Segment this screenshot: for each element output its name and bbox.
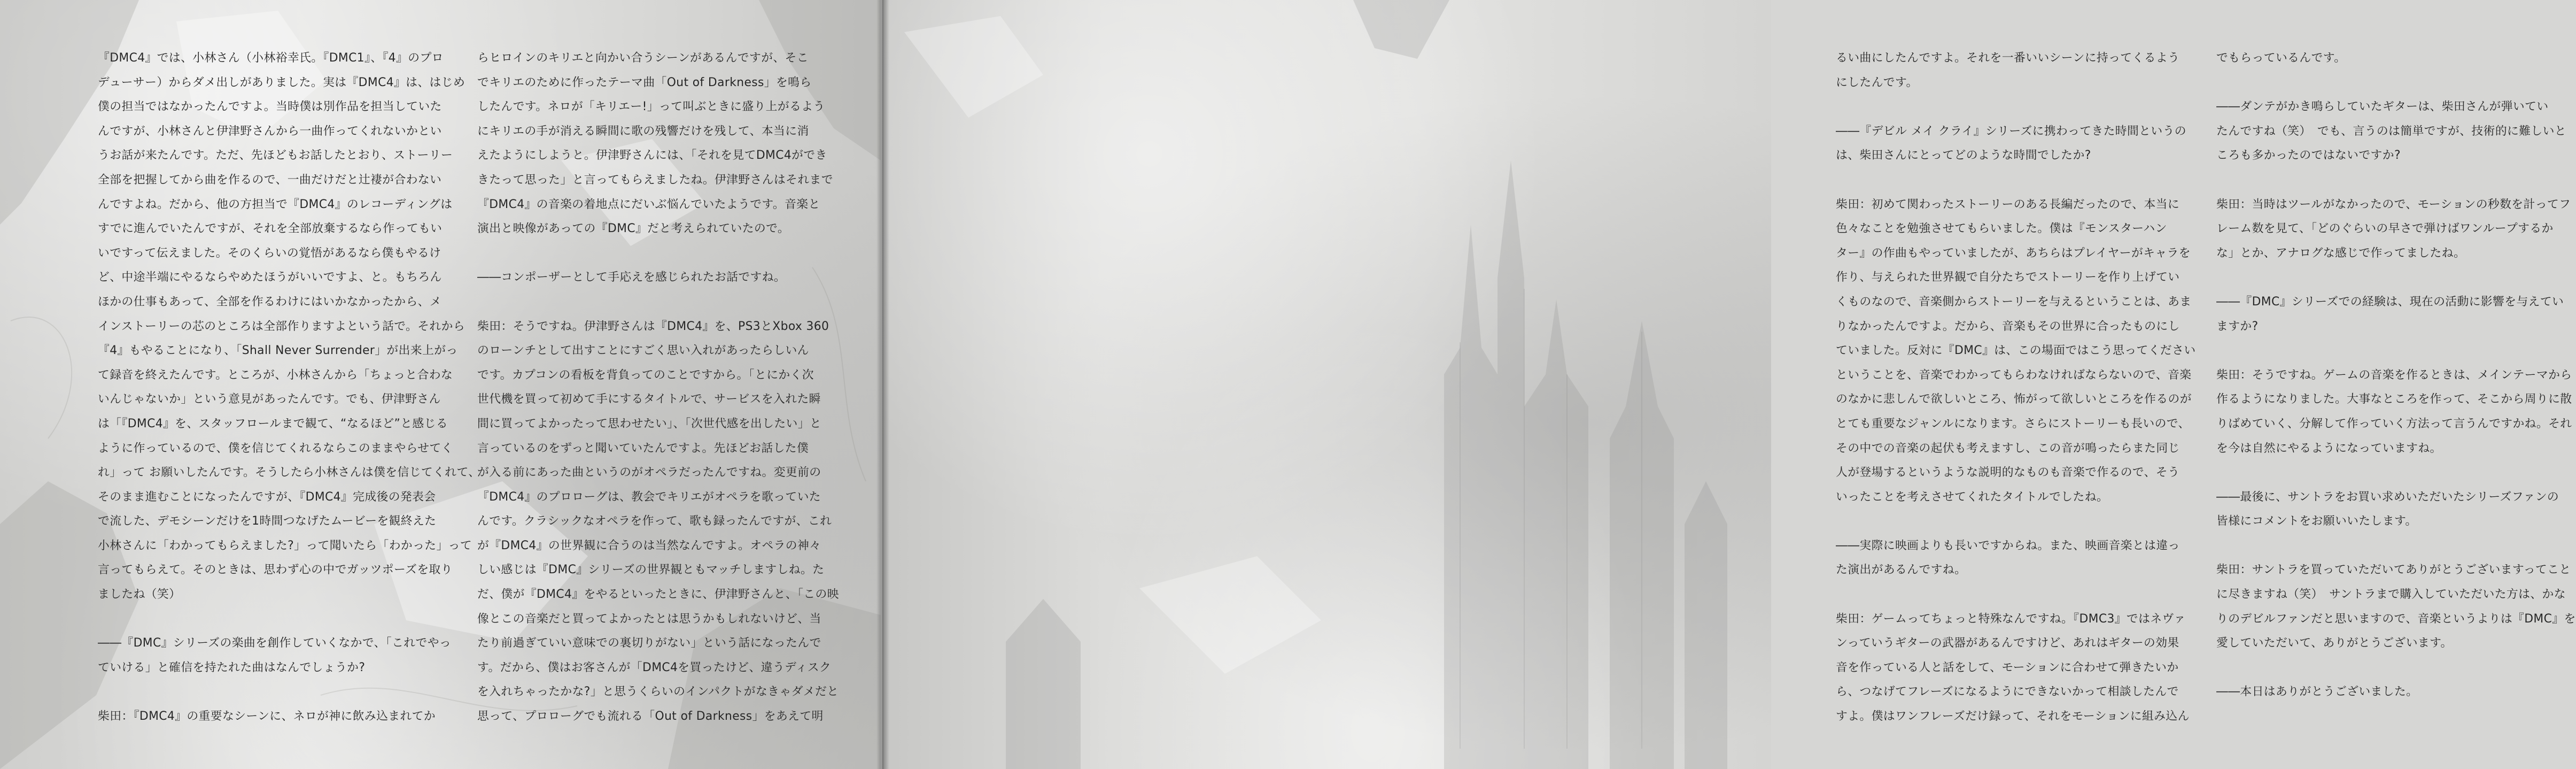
- text-line: 演出と映像があっての『DMC』だと考えられていたので。: [477, 222, 790, 236]
- text-line: 『4』もやることになり、「Shall Never Surrender」が出来上がっ: [98, 344, 458, 358]
- text-line: そのまま進むことになったんですが、『DMC4』完成後の発表会: [98, 490, 436, 504]
- text-line: ていける」と確信を持たれた曲はなんでしょうか?: [98, 660, 366, 674]
- text-line: ――ダンテがかき鳴らしていたギターは、柴田さんが弾いてい: [2216, 100, 2549, 114]
- text-column-2: [477, 46, 839, 729]
- text-column-3: [1836, 46, 2196, 729]
- text-line: 言ってもらえて。そのときは、思わず心の中でガッツポーズを取り: [98, 563, 453, 577]
- text-line: でキリエのために作ったテーマ曲「Out of Darkness」を鳴ら: [477, 75, 812, 89]
- text-line: を今は自然にやるようになっていますね。: [2216, 441, 2442, 455]
- text-line: 皆様にコメントをお願いいたします。: [2216, 514, 2417, 528]
- text-line: た演出があるんですね。: [1836, 563, 1967, 577]
- paragraph-break: [2216, 656, 2558, 680]
- text-line: 音を作っている人と話をして、モーションに合わせて弾きたいか: [1836, 660, 2179, 674]
- text-line: 柴田：そうですね。伊津野さんは『DMC4』を、PS3とXbox 360: [477, 319, 829, 333]
- text-line: しい感じは『DMC』シリーズの世界観ともマッチしますしね。た: [477, 563, 825, 577]
- paragraph-break: [1836, 582, 2178, 607]
- paragraph-break: [477, 241, 819, 266]
- text-line: ど、中途半端にやるならやめたほうがいいですよ、と。もちろん: [98, 271, 442, 284]
- text-line: 人が登場するというような説明的なものも音楽で作るので、そう: [1836, 466, 2180, 480]
- text-line: ましたね（笑）: [98, 588, 181, 602]
- text-line: 柴田：初めて関わったストーリーのある長編だったので、本当に: [1836, 197, 2180, 211]
- text-line: は、柴田さんにとってどのような時間でしたか?: [1836, 149, 2091, 163]
- text-line: 『DMC4』では、小林さん（小林裕幸氏。『DMC1』、『4』のプロ: [98, 51, 444, 65]
- text-line: きたって思った」と言ってもらえましたね。伊津野さんはそれまで: [477, 173, 833, 187]
- text-line: が入る前にあった曲というのがオペラだったんですね。変更前の: [477, 466, 821, 480]
- text-line: ら、つなげてフレーズになるようにできないかって相談したんで: [1836, 685, 2179, 699]
- text-line: いですって伝えました。そのくらいの覚悟があるなら僕もやるけ: [98, 246, 441, 260]
- text-line: 作るようになりました。大事なところを作って、そこから周りに散: [2216, 393, 2572, 406]
- text-line: るい曲にしたんですよ。それを一番いいシーンに持ってくるよう: [1836, 51, 2180, 65]
- text-line: ター』の作曲もやっていましたが、あちらはプレイヤーがキャラを: [1836, 246, 2191, 260]
- text-line: すよ。僕はワンフレーズだけ録って、それをモーションに組み込ん: [1836, 710, 2190, 724]
- text-line: 柴田：『DMC4』の重要なシーンに、ネロが神に飲み込まれてか: [98, 710, 436, 724]
- paragraph-break: [1836, 509, 2178, 534]
- text-line: ――『DMC』シリーズの楽曲を創作していくなかで、「これでやっ: [98, 636, 452, 650]
- text-line: くものなので、音楽側からストーリーを与えるということは、あま: [1836, 295, 2192, 309]
- text-line: れ」って お願いしたんです。そうしたら小林さんは僕を信じてくれて、: [98, 466, 480, 480]
- text-column-4: [2216, 46, 2576, 704]
- text-line: です。カプコンの看板を背負ってのことですから。「とにかく次: [477, 368, 814, 382]
- text-column-1: [98, 46, 480, 729]
- text-line: 像とこの音楽だと買ってよかったとは思うかもしれないけど、当: [477, 612, 821, 626]
- text-line: 小林さんに「わかってもらえました?」って聞いたら「わかった」って: [98, 539, 472, 552]
- paragraph-break: [2216, 534, 2558, 558]
- text-line: でもらっているんです。: [2216, 51, 2346, 65]
- text-line: ――『デビル メイ クライ』シリーズに携わってきた時間というの: [1836, 124, 2186, 138]
- paragraph-break: [98, 607, 440, 632]
- text-line: ――『DMC』シリーズでの経験は、現在の活動に影響を与えてい: [2216, 295, 2564, 309]
- paragraph-break: [2216, 168, 2558, 193]
- text-line: 言っているのをずっと聞いていたんですよ。先ほどお話した僕: [477, 441, 809, 455]
- text-line: したんです。ネロが「キリエー!」って叫ぶときに盛り上がるよう: [477, 100, 825, 114]
- paragraph-break: [1836, 95, 2178, 119]
- text-line: 柴田：ゲームってちょっと特殊なんですね。『DMC3』ではネヴァ: [1836, 612, 2186, 626]
- text-line: 柴田：そうですね。ゲームの音楽を作るときは、メインテーマから: [2216, 368, 2572, 382]
- text-line: ンっていうギターの武器があるんですけど、あれはギターの効果: [1836, 636, 2179, 650]
- text-line: を入れちゃったかな?」と思うくらいのインパクトがなきゃダメだと: [477, 685, 839, 699]
- text-line: ように作っているので、僕を信じてくれるならこのままやらせてく: [98, 441, 453, 455]
- text-line: すでに進んでいたんですが、それを全部放棄するなら作ってもい: [98, 222, 443, 236]
- text-line: が『DMC4』の世界観に合うのは当然なんですよ。オペラの神々: [477, 539, 821, 552]
- text-line: 思って、プロローグでも流れる「Out of Darkness」をあえて明: [477, 710, 824, 724]
- right-page: [883, 0, 2576, 769]
- text-line: だ、僕が『DMC4』をやるといったときに、伊津野さんと、「この映: [477, 588, 839, 602]
- text-line: たんですね（笑） でも、言うのは簡単ですが、技術的に難しいと: [2216, 124, 2567, 138]
- text-line: は「『DMC4』を、スタッフロールまで観て、“なるほど”と感じる: [98, 417, 448, 430]
- text-line: りなかったんですよ。だから、音楽もその世界に合ったものにし: [1836, 319, 2180, 333]
- text-line: 作り、与えられた世界観で自分たちでストーリーを作り上げてい: [1836, 271, 2180, 284]
- text-line: にキリエの手が消える瞬間に歌の残響だけを残して、本当に消: [477, 124, 809, 138]
- text-line: りのデビルファンだと思いますので、音楽というよりは『DMC』を: [2216, 612, 2576, 626]
- text-line: らヒロインのキリエと向かい合うシーンがあるんですが、そこ: [477, 51, 809, 65]
- text-line: で流した、デモシーンだけを1時間つなげたムービーを観終えた: [98, 514, 437, 528]
- text-line: 色々なことを勉強させてもらいました。僕は『モンスターハン: [1836, 222, 2167, 236]
- text-line: のローンチとして出すことにすごく思い入れがあったらしいん: [477, 344, 809, 358]
- text-line: に尽きますね（笑） サントラまで購入していただいた方は、かな: [2216, 588, 2566, 602]
- paragraph-break: [477, 290, 819, 314]
- text-line: いんじゃないか」という意見があったんです。でも、伊津野さん: [98, 393, 441, 406]
- text-line: ていました。反対に『DMC』は、この場面ではこう思ってください: [1836, 344, 2196, 358]
- text-line: いったことを考えさせてくれたタイトルでしたね。: [1836, 490, 2109, 504]
- text-line: 柴田：サントラを買っていただいてありがとうございますってこと: [2216, 563, 2571, 577]
- paragraph-break: [2216, 460, 2558, 485]
- text-line: ということを、音楽でわかってもらわなければならないので、音楽: [1836, 368, 2192, 382]
- text-line: 『DMC4』の音楽の着地点にだいぶ悩んでいたようです。音楽と: [477, 197, 820, 211]
- text-line: ――コンポーザーとして手応えを感じられたお話ですね。: [477, 271, 786, 284]
- text-line: す。だから、僕はお客さんが「DMC4を買ったけど、違うディスク: [477, 660, 832, 674]
- text-line: うお話が来たんです。ただ、先ほどもお話したとおり、ストーリー: [98, 149, 453, 163]
- text-line: デューサー）からダメ出しがありました。実は『DMC4』は、はじめ: [98, 75, 465, 89]
- right-page-background-art: [883, 0, 1771, 769]
- text-line: 全部を把握してから曲を作るので、一曲だけだと辻褄が合わない: [98, 173, 442, 187]
- text-line: 愛していただいて、ありがとうございます。: [2216, 636, 2453, 650]
- text-line: 世代機を買って初めて手にするタイトルで、サービスを入れた瞬: [477, 393, 821, 406]
- text-line: ほかの仕事もあって、全部を作るわけにはいかなかったから、メ: [98, 295, 442, 309]
- paragraph-break: [1836, 168, 2178, 193]
- text-line: その中での音楽の起伏も考えますし、この音が鳴ったらまた同じ: [1836, 441, 2180, 455]
- text-line: ――最後に、サントラをお買い求めいただいたシリーズファンの: [2216, 490, 2559, 504]
- text-line: な」とか、アナログな感じで作ってましたね。: [2216, 246, 2466, 260]
- text-line: ころも多かったのではないですか?: [2216, 149, 2401, 163]
- text-line: えたようにしようと。伊津野さんには、「それを見てDMC4ができ: [477, 149, 827, 163]
- text-line: んですよね。だから、他の方担当で『DMC4』のレコーディングは: [98, 197, 453, 211]
- text-line: ますか?: [2216, 319, 2259, 333]
- paragraph-break: [2216, 71, 2558, 95]
- text-line: て録音を終えたんです。ところが、小林さんから「ちょっと合わな: [98, 368, 453, 382]
- text-line: んです。クラシックなオペラを作って、歌も録ったんですが、これ: [477, 514, 832, 528]
- binding-gutter: [876, 0, 889, 769]
- text-line: 柴田：当時はツールがなかったので、モーションの秒数を計ってフ: [2216, 197, 2571, 211]
- left-page: [0, 0, 881, 769]
- paragraph-break: [2216, 339, 2558, 363]
- text-line: のなかに悲しんで欲しいところ、怖がって欲しいところを作るのが: [1836, 393, 2192, 406]
- text-line: たり前過ぎていい意味での裏切りがない」という話になったんで: [477, 636, 821, 650]
- text-line: ――実際に映画よりも長いですからね。また、映画音楽とは違っ: [1836, 539, 2180, 552]
- paragraph-break: [2216, 265, 2558, 290]
- text-line: とても重要なジャンルになります。さらにストーリーも長いので、: [1836, 417, 2190, 430]
- text-line: ――本日はありがとうございました。: [2216, 685, 2418, 699]
- text-line: 僕の担当ではなかったんですよ。当時僕は別作品を担当していた: [98, 100, 442, 114]
- text-line: インストーリーの芯のところは全部作りますよという話で。それから: [98, 319, 465, 333]
- text-line: りばめていく、分解して作っていく方法って言うんですかね。それ: [2216, 417, 2572, 430]
- text-line: レーム数を見て、「どのぐらいの早さで弾けばワンループするか: [2216, 222, 2554, 236]
- paragraph-break: [98, 680, 440, 704]
- text-line: んですが、小林さんと伊津野さんから一曲作ってくれないかとい: [98, 124, 442, 138]
- text-line: にしたんです。: [1836, 75, 1918, 89]
- text-line: 『DMC4』のプロローグは、教会でキリエがオペラを歌っていた: [477, 490, 821, 504]
- text-line: 間に買ってよかったって思わせたい」、「次世代感を出したい」と: [477, 417, 822, 430]
